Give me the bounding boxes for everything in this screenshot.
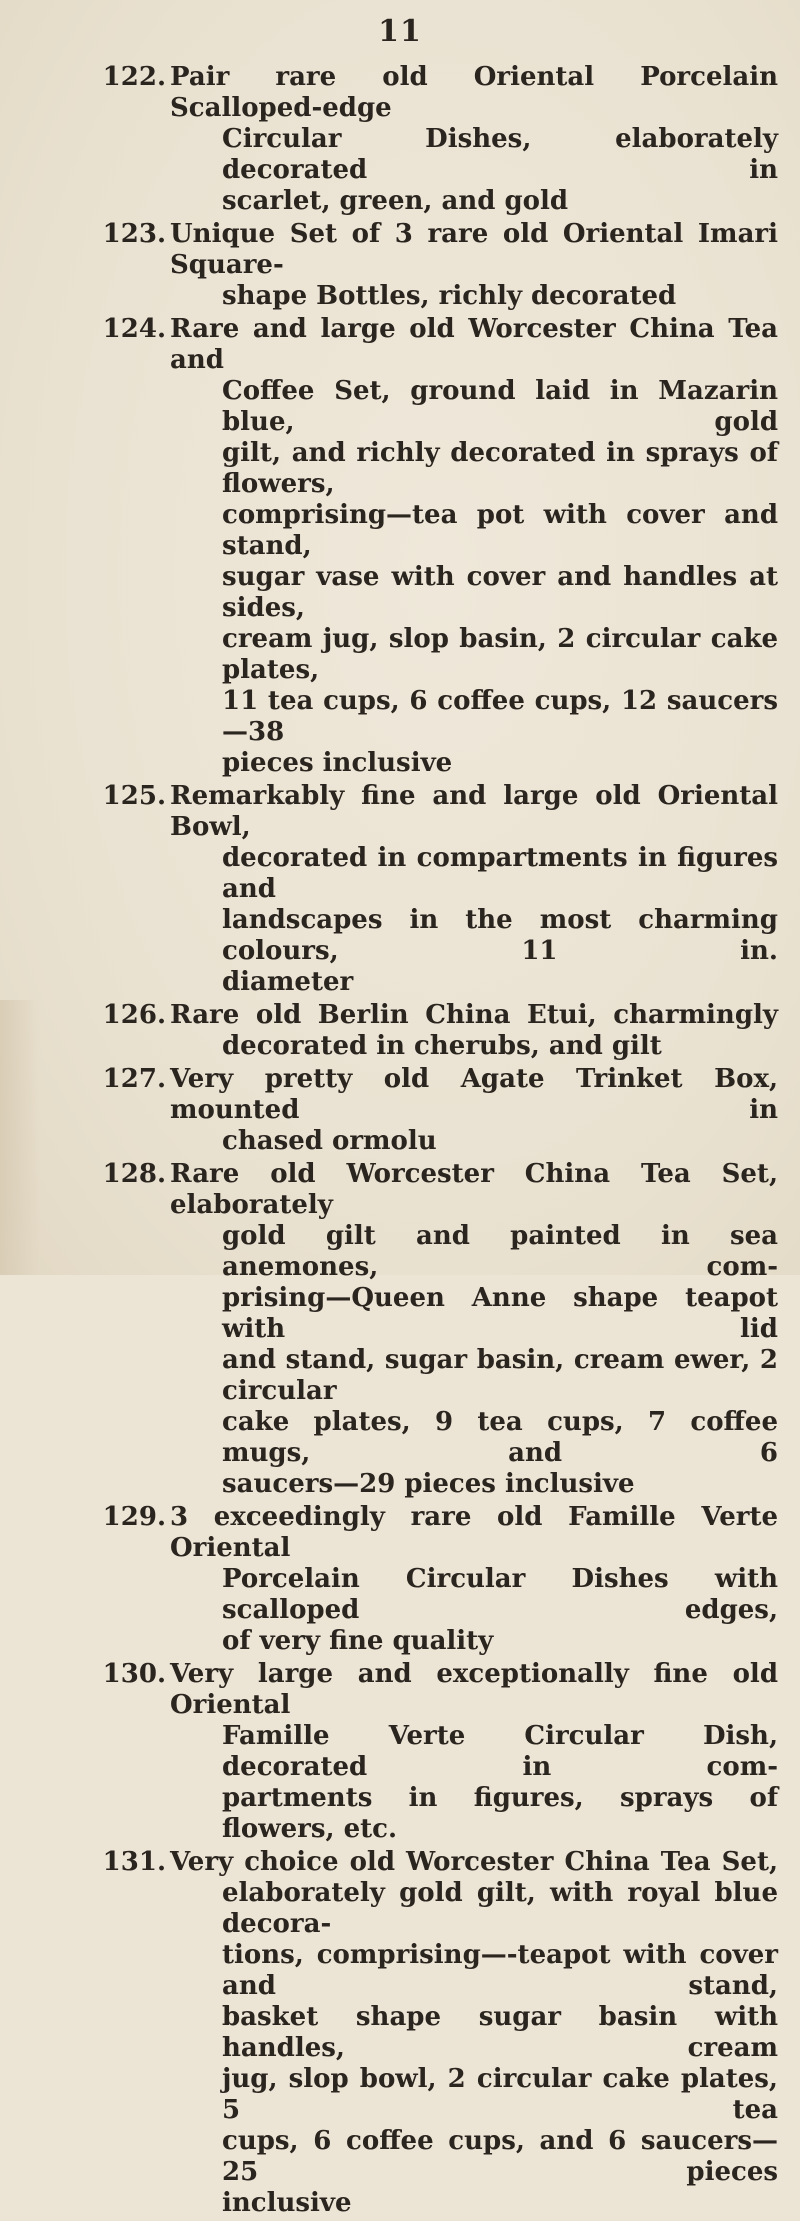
lot-entry xyxy=(0,62,800,217)
lot-entry xyxy=(0,1502,800,1657)
lot-description-line: comprising—tea pot with cover and stand, xyxy=(222,500,778,561)
lot-number: 123. xyxy=(102,219,166,249)
lot-description-line: shape Bottles, richly decorated xyxy=(222,281,677,311)
lot-entry xyxy=(0,314,800,779)
lot-description-line: Very large and exceptionally fine old Oriental xyxy=(170,1659,778,1720)
lot-entry xyxy=(0,1064,800,1157)
lot-description-line: Very pretty old Agate Trinket Box, mounted in xyxy=(170,1064,778,1125)
lot-entry xyxy=(0,1000,800,1062)
lot-description-line: tions, comprising—-teapot with cover and stand, xyxy=(222,1940,778,2001)
lot-description-line: cream jug, slop basin, 2 circular cake plates, xyxy=(222,624,778,685)
lot-description-line: Rare and large old Worcester China Tea and xyxy=(170,314,778,375)
lot-description-line: decorated in cherubs, and gilt xyxy=(222,1031,662,1061)
lot-number: 124. xyxy=(102,314,166,344)
lot-description-line: partments in figures, sprays of flowers, etc. xyxy=(222,1783,778,1844)
lot-description-line: Circular Dishes, elaborately decorated in xyxy=(222,124,778,185)
lot-description-line: inclusive xyxy=(222,2188,352,2218)
lot-description-line: jug, slop bowl, 2 circular cake plates, 5 tea xyxy=(222,2064,778,2125)
lot-description-line: gold gilt and painted in sea anemones, com- xyxy=(222,1221,778,1282)
lot-description xyxy=(170,1064,778,1157)
lot-description-line: Famille Verte Circular Dish, decorated in com- xyxy=(222,1721,778,1782)
lot-number: 128. xyxy=(102,1159,166,1189)
lot-entry xyxy=(0,781,800,998)
lot-description-line: Unique Set of 3 rare old Oriental Imari Square- xyxy=(170,219,778,280)
lot-number: 127. xyxy=(102,1064,166,1094)
lot-description-line: Rare old Berlin China Etui, charmingly xyxy=(170,1000,778,1030)
lot-description-line: cups, 6 coffee cups, and 6 saucers—25 pieces xyxy=(222,2126,778,2187)
lot-description-line: saucers—29 pieces inclusive xyxy=(222,1469,635,1499)
lot-description xyxy=(170,1659,778,1845)
lot-description-line: elaborately gold gilt, with royal blue decora- xyxy=(222,1878,778,1939)
lot-entry xyxy=(0,1847,800,2219)
lot-description xyxy=(170,219,778,312)
lot-description-line: diameter xyxy=(222,967,354,997)
lot-number: 122. xyxy=(102,62,166,92)
lot-description-line: sugar vase with cover and handles at sides, xyxy=(222,562,778,623)
lot-description-line: prising—Queen Anne shape teapot with lid xyxy=(222,1283,778,1344)
lot-entry xyxy=(0,219,800,312)
lot-description-line: Pair rare old Oriental Porcelain Scalloped-edge xyxy=(170,62,778,123)
lot-description-line: Rare old Worcester China Tea Set, elaborately xyxy=(170,1159,778,1220)
lot-description-line: Coffee Set, ground laid in Mazarin blue, gold xyxy=(222,376,778,437)
lot-description-line: scarlet, green, and gold xyxy=(222,186,569,216)
lot-description-line: of very fine quality xyxy=(222,1626,494,1656)
lot-description-line: and stand, sugar basin, cream ewer, 2 circular xyxy=(222,1345,778,1406)
lot-description xyxy=(170,1502,778,1657)
lot-number: 126. xyxy=(102,1000,166,1030)
lot-description-line: cake plates, 9 tea cups, 7 coffee mugs, and 6 xyxy=(222,1407,778,1468)
lot-number: 129. xyxy=(102,1502,166,1532)
lot-description-line: decorated in compartments in figures and xyxy=(222,843,778,904)
lot-description-line: basket shape sugar basin with handles, cream xyxy=(222,2002,778,2063)
lot-description-line: Porcelain Circular Dishes with scalloped edges, xyxy=(222,1564,778,1625)
lot-number: 125. xyxy=(102,781,166,811)
lot-list xyxy=(0,62,800,2221)
lot-description-line: Remarkably fine and large old Oriental Bowl, xyxy=(170,781,778,842)
page-number: 11 xyxy=(378,14,422,49)
lot-description xyxy=(170,314,778,779)
lot-entry xyxy=(0,1659,800,1845)
lot-description xyxy=(170,62,778,217)
lot-description-line: chased ormolu xyxy=(222,1126,437,1156)
lot-description xyxy=(170,1159,778,1500)
lot-description-line: Very choice old Worcester China Tea Set, xyxy=(170,1847,778,1877)
lot-description-line: pieces inclusive xyxy=(222,748,453,778)
lot-number: 131. xyxy=(102,1847,166,1877)
lot-description-line: landscapes in the most charming colours, 11 in. xyxy=(222,905,778,966)
lot-description-line: 11 tea cups, 6 coffee cups, 12 saucers—38 xyxy=(222,686,778,747)
lot-description-line: gilt, and richly decorated in sprays of flowers, xyxy=(222,438,778,499)
lot-description xyxy=(170,1847,778,2219)
lot-entry xyxy=(0,1159,800,1500)
lot-description-line: 3 exceedingly rare old Famille Verte Oriental xyxy=(170,1502,778,1563)
lot-number: 130. xyxy=(102,1659,166,1689)
lot-description xyxy=(170,781,778,998)
lot-description xyxy=(170,1000,778,1062)
